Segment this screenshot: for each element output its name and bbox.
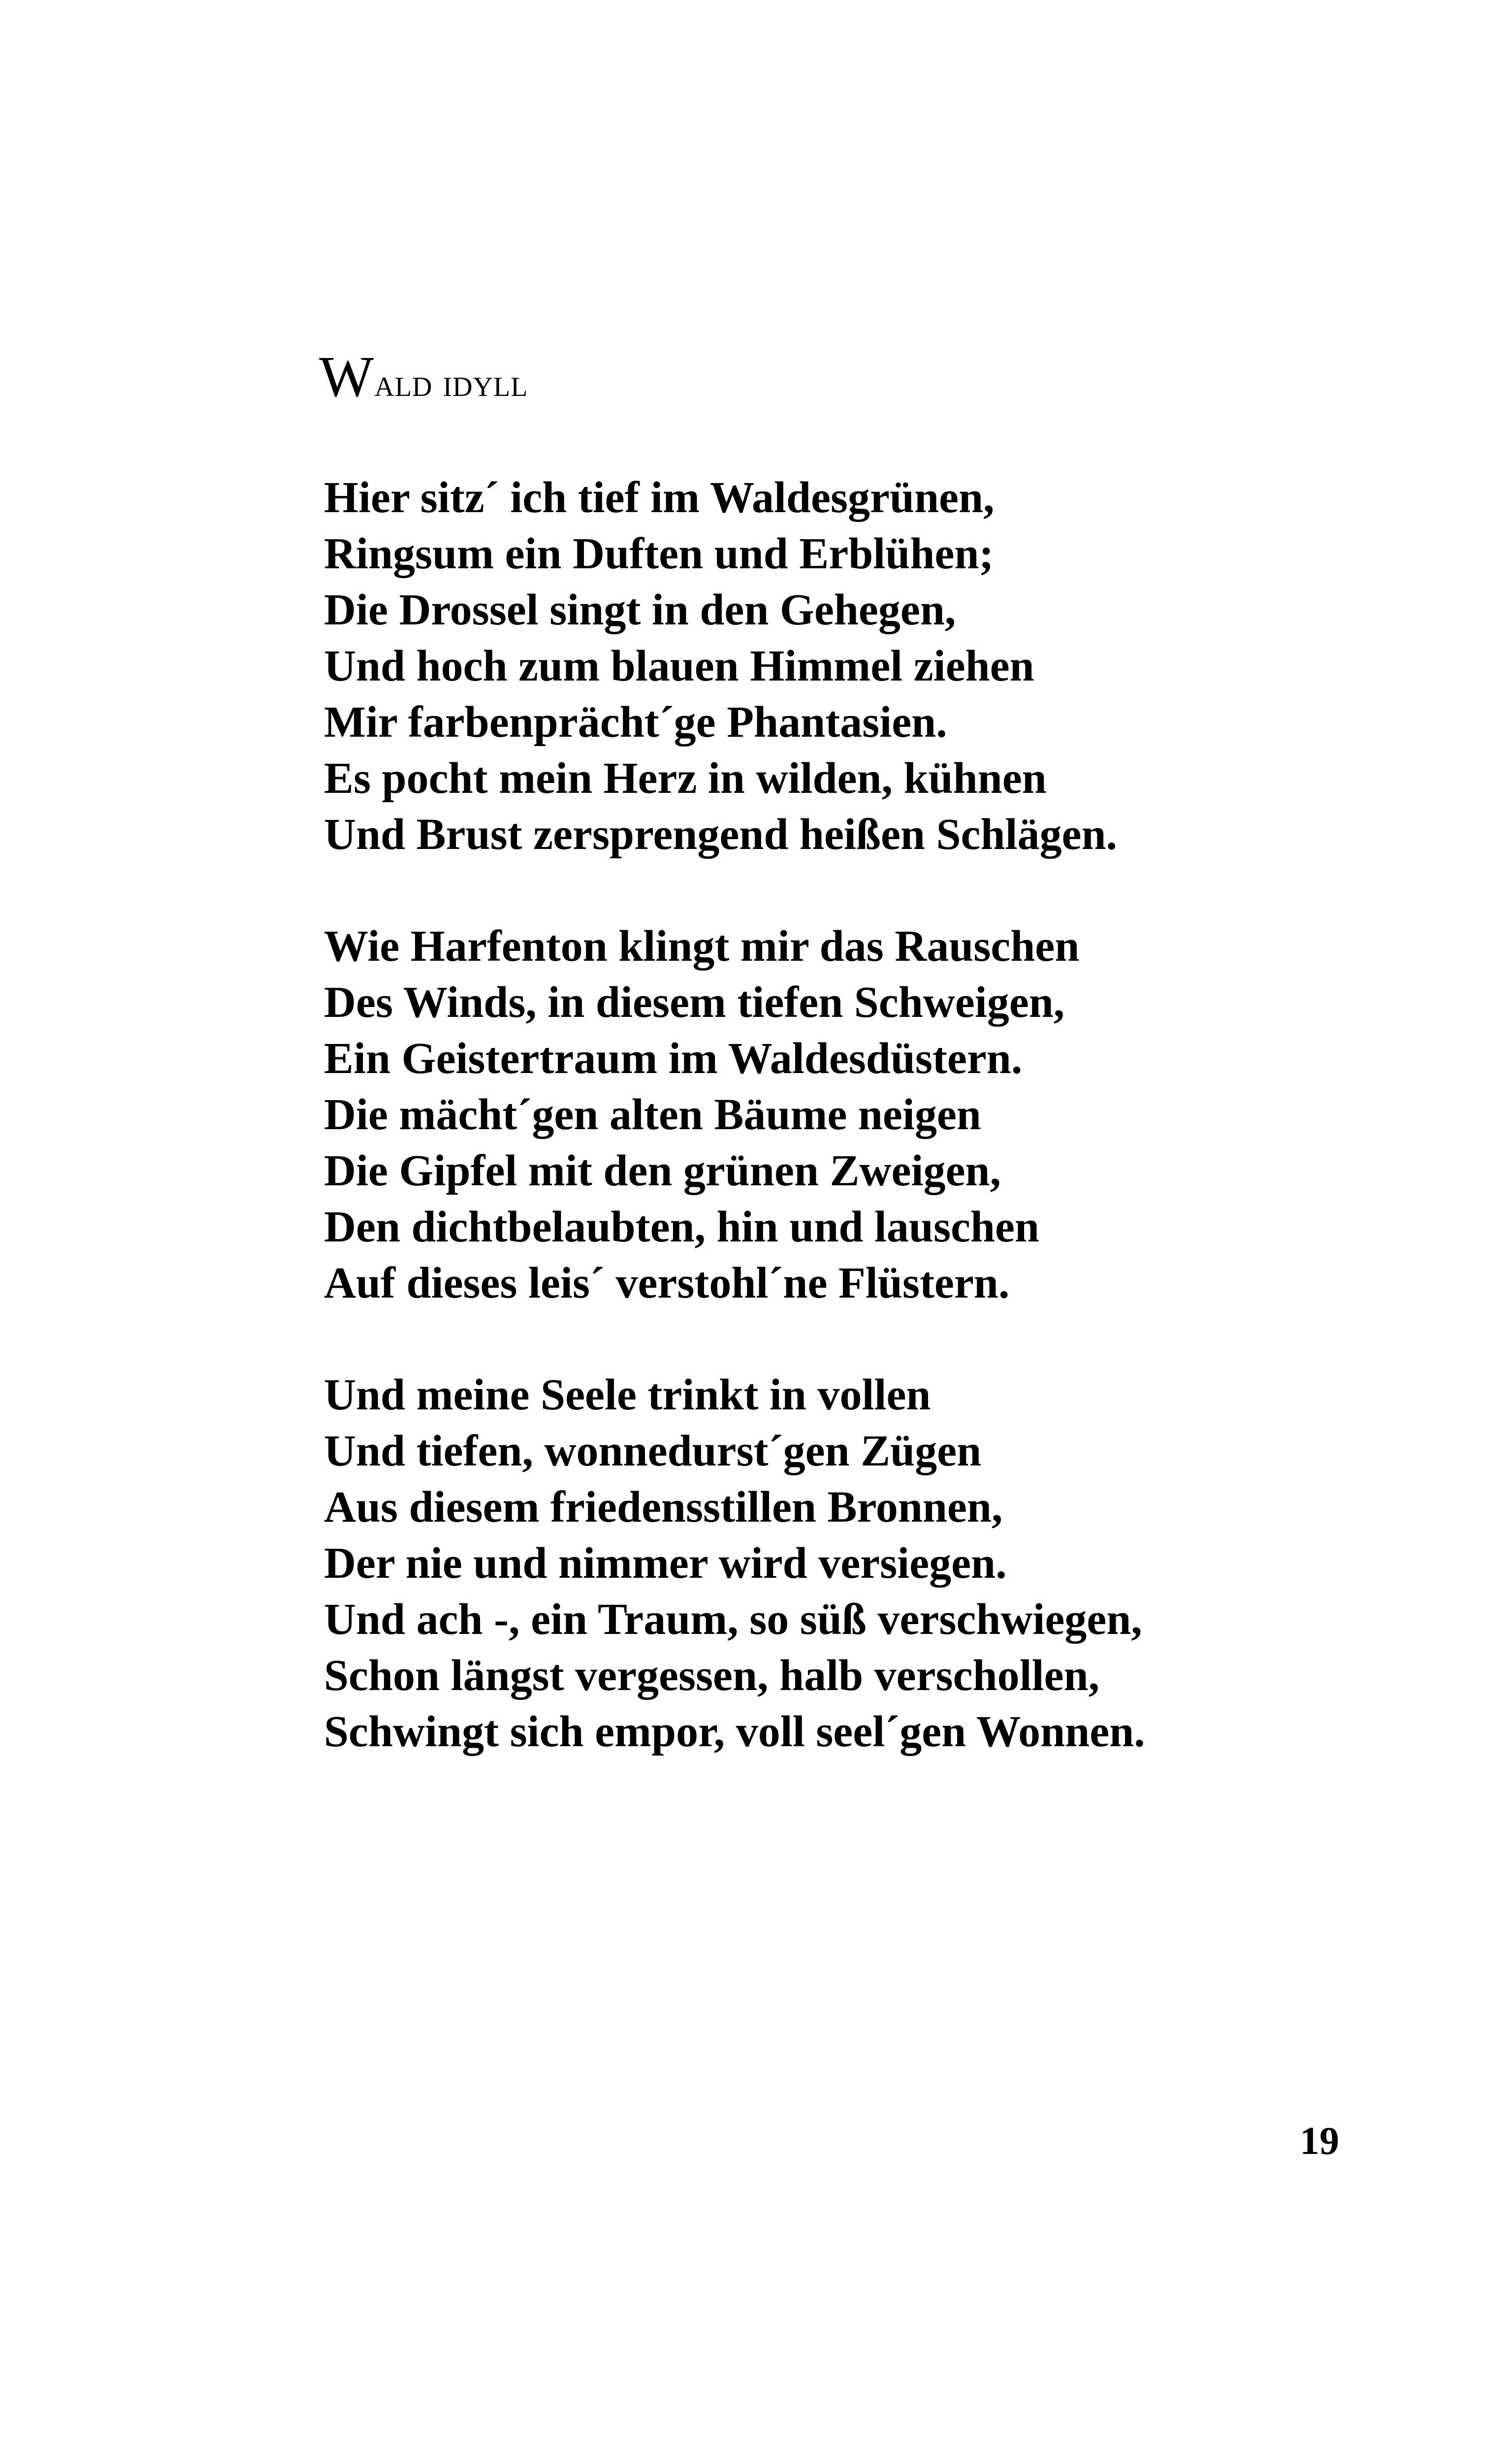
verse-line: Schwingt sich empor, voll seel´gen Wonnen. xyxy=(324,1707,1145,1756)
poem-title-initial: W xyxy=(319,344,375,409)
stanza-2 xyxy=(324,918,1358,1311)
verse-line: Mir farbenprächt´ge Phantasien. xyxy=(324,698,947,747)
verse-line: Aus diesem friedensstillen Bronnen, xyxy=(324,1483,1003,1531)
verse-line: Hier sitz´ ich tief im Waldesgrünen, xyxy=(324,473,995,522)
poem-title xyxy=(319,344,528,409)
verse-line: Die Drossel singt in den Gehegen, xyxy=(324,586,956,634)
verse-line: Schon längst vergessen, halb verschollen, xyxy=(324,1651,1100,1700)
verse-line: Und meine Seele trinkt in vollen xyxy=(324,1370,931,1419)
stanza-1 xyxy=(324,470,1358,863)
verse-line: Des Winds, in diesem tiefen Schweigen, xyxy=(324,978,1065,1027)
verse-line: Ein Geistertraum im Waldesdüstern. xyxy=(324,1034,1023,1083)
poem-body xyxy=(324,470,1358,1816)
verse-line: Auf dieses leis´ verstohl´ne Flüstern. xyxy=(324,1259,1010,1307)
verse-line: Die mächt´gen alten Bäume neigen xyxy=(324,1090,981,1139)
verse-line: Ringsum ein Duften und Erblühen; xyxy=(324,529,994,578)
verse-line: Den dichtbelaubten, hin und lauschen xyxy=(324,1203,1039,1251)
verse-line: Und hoch zum blauen Himmel ziehen xyxy=(324,642,1034,690)
verse-line: Und Brust zersprengend heißen Schlägen. xyxy=(324,810,1118,859)
page-number: 19 xyxy=(1300,2119,1339,2163)
verse-line: Es pocht mein Herz in wilden, kühnen xyxy=(324,754,1047,803)
verse-line: Die Gipfel mit den grünen Zweigen, xyxy=(324,1146,1001,1195)
verse-line: Wie Harfenton klingt mir das Rauschen xyxy=(324,922,1080,971)
verse-line: Der nie und nimmer wird versiegen. xyxy=(324,1539,1007,1588)
stanza-3 xyxy=(324,1367,1358,1760)
poem-title-rest: ald idyll xyxy=(374,361,528,405)
verse-line: Und ach -, ein Traum, so süß verschwiegen, xyxy=(324,1595,1142,1644)
verse-line: Und tiefen, wonnedurst´gen Zügen xyxy=(324,1427,982,1475)
